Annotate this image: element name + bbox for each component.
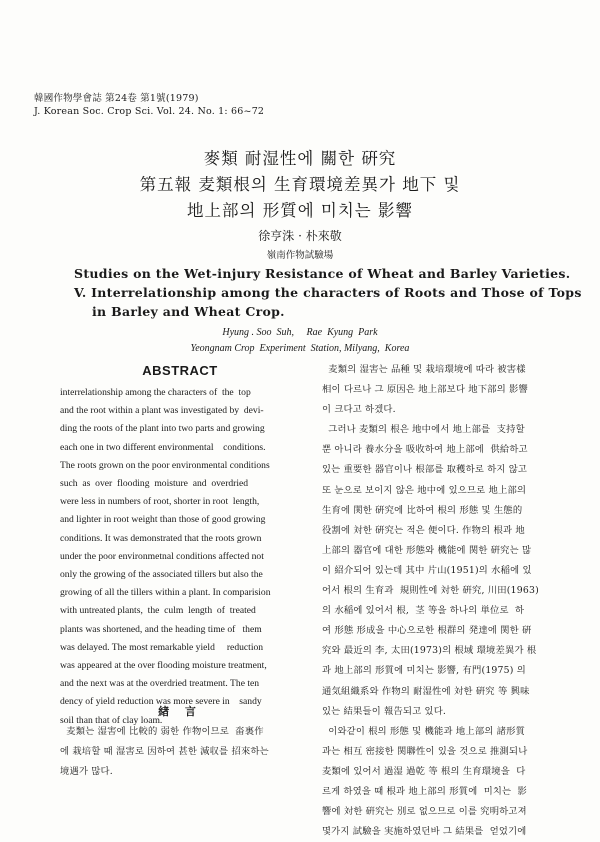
abstract-line: conditions. It was demonstrated that the roots grown — [60, 532, 262, 544]
body-text-line: 響에 対한 硏究는 別로 없으므로 이를 究明하고져 — [322, 806, 527, 818]
body-text-line: 과 地上部의 形質에 미치는 影響, 有門(1975) 의 — [322, 665, 526, 677]
body-text-line: 麦類의 湿害는 品種 및 栽培環境에 따라 被害樣 — [322, 364, 526, 375]
body-text-line: 究와 最近의 李, 太田(1973)의 根域 環境差異가 根 — [322, 645, 537, 657]
abstract-line: growing of all the tillers within a plant. In comparision — [60, 587, 271, 599]
body-text-line: 麦類는 湿害에 比較的 弱한 作物이므로 畓裏作 — [60, 726, 264, 737]
body-text-line: 있는 結果들이 報告되고 있다. — [322, 705, 447, 717]
abstract-line: was appeared at the over flooding moisture treatment, — [60, 660, 267, 672]
korean-affiliation: 嶺南作物試驗場 — [266, 250, 334, 261]
body-text-line: 相이 다르나 그 原因은 地上部보다 地下部의 影響 — [322, 384, 529, 396]
korean-title-line-2: 第五報 麦類根의 生育環境差異가 地下 및 — [139, 175, 461, 194]
body-text-line: 役割에 対한 硏究는 적은 便이다. 作物의 根과 地 — [322, 524, 525, 536]
journal-citation — [34, 92, 264, 118]
body-text-line: 境遇가 많다. — [60, 766, 113, 777]
body-text-line: 麦類에 있어서 過湿 過乾 等 根의 生育環境을 다 — [322, 765, 526, 777]
abstract-line: plants was shortened, and the heading time of them — [60, 623, 262, 635]
body-text-line: 그러나 麦類의 根은 地中에서 地上部를 支持할 — [322, 424, 525, 436]
abstract-line: and lighter in root weight than those of good growing — [60, 514, 266, 526]
body-text-line: 여 形態 形成을 中心으로한 根群의 発達에 関한 硏 — [322, 625, 532, 637]
abstract-line: and the next was at the overdried treatment. The ten — [60, 678, 260, 690]
english-title — [74, 264, 582, 321]
abstract-line: soil than that of clay loam. — [60, 714, 163, 726]
body-text-line: 의 水稲에 있어서 根, 茎 等을 하나의 単位로 하 — [322, 605, 525, 617]
abstract-body — [60, 384, 302, 730]
body-text-line: 뿐 아니라 養水分을 吸收하여 地上部에 供給하고 — [322, 444, 528, 456]
korean-authors: 徐亨洙 · 朴來敬 — [258, 229, 342, 243]
body-text-line: 이와같이 根의 形態 및 機能과 地上部의 諸形質 — [322, 725, 526, 737]
body-text-line: 이 紹介되어 있는데 其中 片山(1951)의 水稲에 있 — [322, 564, 532, 576]
english-title-line-1: Studies on the Wet-injury Resistance of Wheat and Barley Varieties. — [74, 266, 571, 281]
body-text-line: 通気組織系와 作物의 耐湿性에 対한 硏究 等 興味 — [322, 685, 530, 697]
introduction-left-column — [60, 722, 302, 782]
korean-title-line-1: 麥類 耐湿性에 關한 硏究 — [203, 149, 397, 168]
journal-line-korean: 韓國作物學會誌 第24卷 第1號(1979) — [34, 93, 199, 104]
abstract-line: and the root within a plant was investigated by devi- — [60, 405, 264, 417]
abstract-line: interrelationship among the characters of the top — [60, 387, 251, 398]
abstract-line: dency of yield reduction was more severe in sandy — [60, 696, 262, 708]
english-byline — [0, 325, 600, 357]
abstract-line: with untreated plants, the culm length of treated — [60, 605, 256, 617]
body-text-line: 르게 하였을 때 根과 地上部의 形質에 미치는 影 — [322, 785, 528, 797]
abstract-line: ding the roots of the plant into two parts and growing — [60, 423, 265, 435]
journal-line-english: J. Korean Soc. Crop Sci. Vol. 24. No. 1: 66~72 — [34, 106, 265, 117]
english-authors: Hyung . Soo Suh, Rae Kyung Park — [222, 327, 378, 338]
abstract-line: each one in two different environmental conditions. — [60, 441, 266, 453]
body-text-line: 上部의 器官에 대한 形態와 機能에 関한 硏究는 많 — [322, 544, 532, 556]
abstract-line: The roots grown on the poor environmental conditions — [60, 459, 270, 471]
abstract-line: only the growing of the associated tillers but also the — [60, 569, 263, 581]
abstract-line: such as over flooding moisture and overdried — [60, 478, 249, 490]
body-text-line: 生育에 関한 硏究에 比하여 根의 形態 및 生態的 — [322, 504, 523, 516]
abstract-line: was delayed. The most remarkable yield reduction — [60, 641, 264, 653]
body-text-line: 과는 相互 密接한 関聯性이 있을 것으로 推測되나 — [322, 745, 528, 757]
english-title-line-3: in Barley and Wheat Crop. — [92, 304, 285, 319]
body-text-line: 이 크다고 하겠다. — [322, 404, 396, 416]
body-text-line: 몇가지 試驗을 実施하였던바 그 結果를 얻었기에 — [322, 826, 527, 838]
english-title-line-2: V. Interrelationship among the characters of Roots and Those of Tops — [74, 285, 582, 300]
body-text-line: 또 눈으로 보이지 않은 地中에 있으므로 地上部의 — [322, 484, 527, 496]
abstract-line: under the poor environmetnal conditions affected not — [60, 550, 264, 562]
abstract-line: were less in numbers of root, shorter in root length, — [60, 496, 260, 508]
abstract-heading: ABSTRACT — [142, 363, 218, 378]
korean-title-line-3: 地上部의 形質에 미치는 影響 — [187, 201, 413, 220]
body-text-line: 어서 根의 生育과 規則性에 対한 硏究, 川田(1963) — [322, 585, 539, 597]
body-text-line: 에 栽培할 때 湿害로 因하여 甚한 減収를 招來하는 — [60, 746, 269, 757]
introduction-heading: 緖 言 — [158, 705, 202, 718]
body-text-line: 있는 重要한 器官이나 根部를 取穫하로 하지 않고 — [322, 464, 528, 476]
introduction-right-column — [322, 360, 566, 842]
english-affiliation: Yeongnam Crop Experiment Station, Milyang, Korea — [190, 343, 410, 354]
